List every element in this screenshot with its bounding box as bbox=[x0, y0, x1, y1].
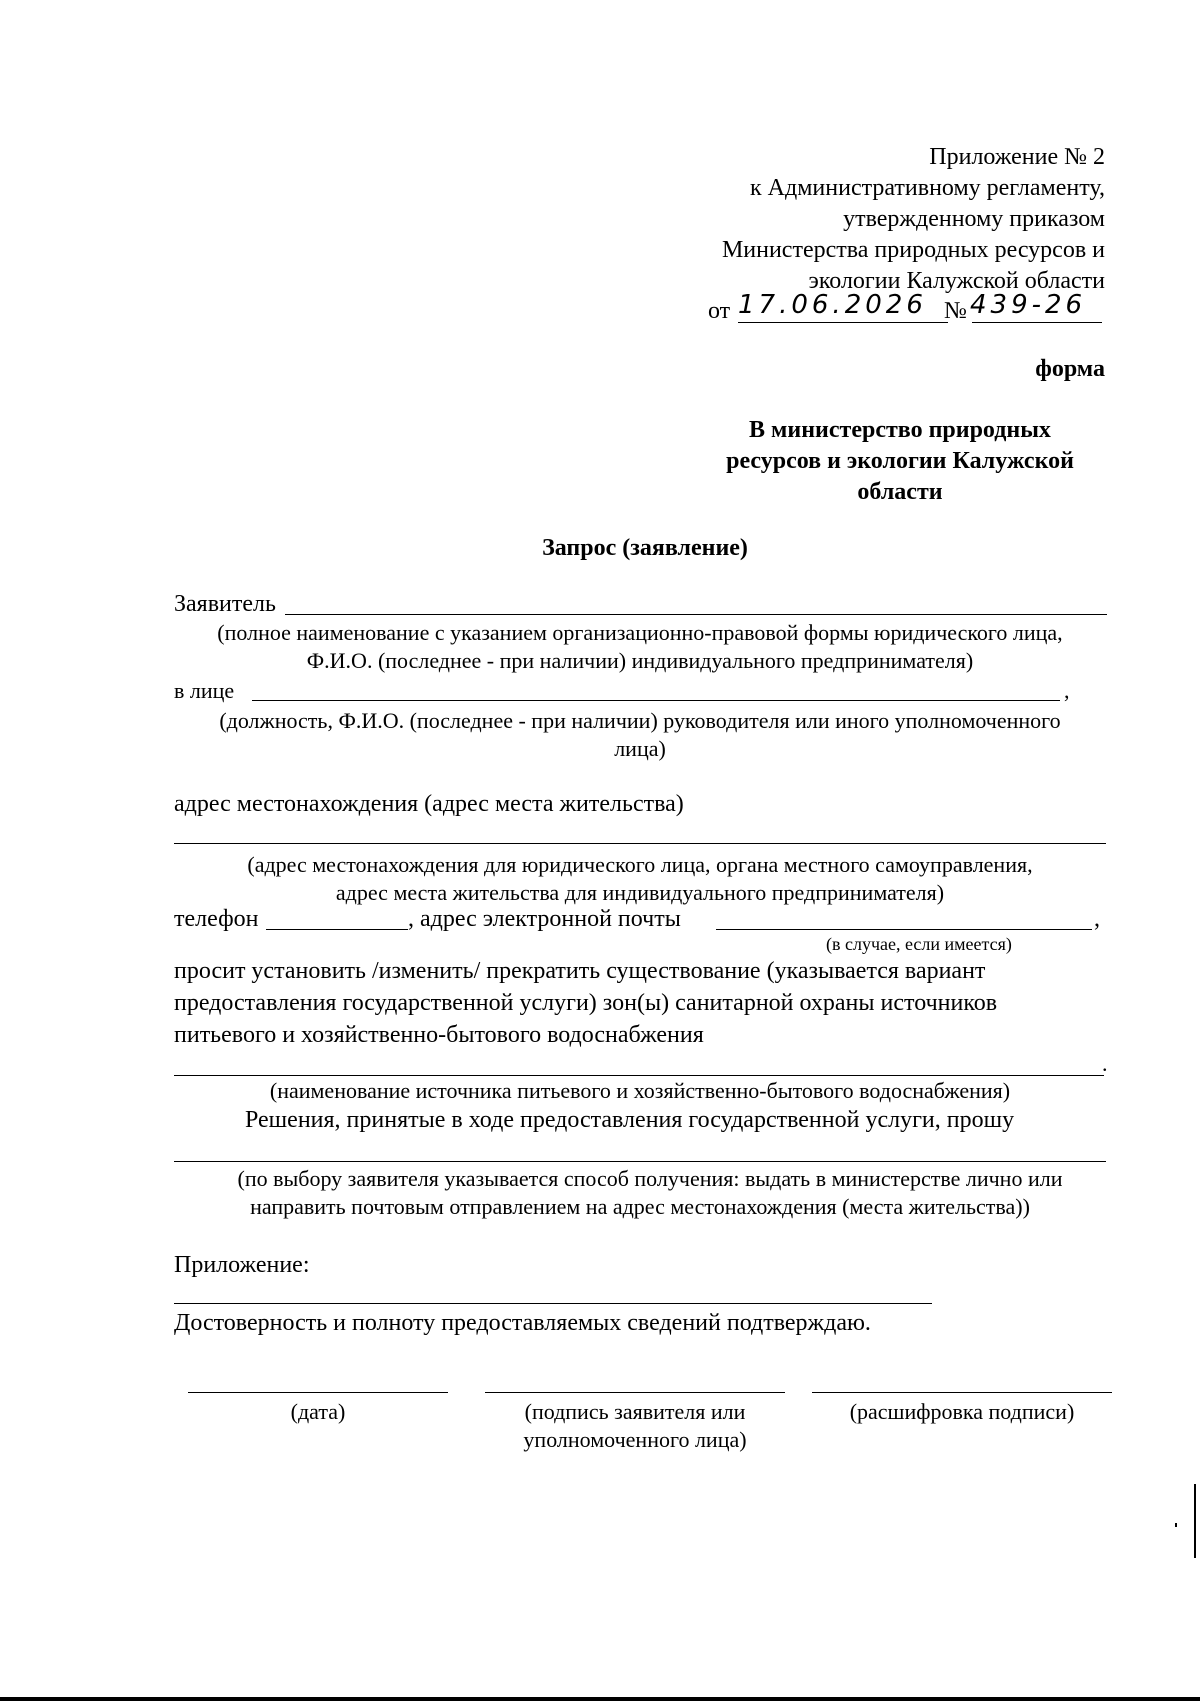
signature-caption-1: (подпись заявителя или bbox=[524, 1399, 746, 1424]
delivery-method-hint-1: (по выбору заявителя указывается способ получения: выдать в министерстве лично или bbox=[237, 1166, 1063, 1191]
appendix-line-3: утвержденному приказом bbox=[843, 206, 1105, 232]
signature-field[interactable] bbox=[485, 1392, 785, 1393]
appendix-line-5: экологии Калужской области bbox=[808, 268, 1105, 294]
attachment-label: Приложение: bbox=[174, 1252, 310, 1278]
email-label: , адрес электронной почты bbox=[408, 906, 681, 932]
address-label: адрес местонахождения (адрес места жительства) bbox=[174, 791, 684, 817]
email-hint: (в случае, если имеется) bbox=[826, 934, 1012, 954]
applicant-field[interactable] bbox=[285, 614, 1107, 615]
email-comma: , bbox=[1094, 906, 1100, 932]
addressee-line-3: области bbox=[857, 479, 943, 505]
delivery-method-hint-2: направить почтовым отправлением на адрес местонахождения (места жительства)) bbox=[250, 1194, 1030, 1219]
order-from-prefix: от bbox=[708, 298, 731, 324]
applicant-hint-1: (полное наименование с указанием организационно-правовой формы юридического лица, bbox=[217, 620, 1063, 645]
scan-edge-mark bbox=[1194, 1484, 1196, 1558]
address-hint-2: адрес места жительства для индивидуального предпринимателя) bbox=[335, 880, 945, 905]
addressee-line-2: ресурсов и экологии Калужской bbox=[726, 448, 1074, 474]
appendix-line-4: Министерства природных ресурсов и bbox=[721, 237, 1105, 263]
request-line-3: питьевого и хозяйственно-бытового водоснабжения bbox=[174, 1022, 704, 1048]
representative-label: в лице bbox=[174, 678, 235, 703]
confirmation-text: Достоверность и полноту предоставляемых сведений подтверждаю. bbox=[174, 1310, 871, 1336]
signature-caption-2: уполномоченного лица) bbox=[523, 1427, 747, 1452]
representative-hint-2: лица) bbox=[614, 736, 666, 761]
attachment-field[interactable] bbox=[174, 1303, 932, 1304]
date-field[interactable] bbox=[188, 1392, 448, 1393]
representative-comma: , bbox=[1064, 678, 1070, 703]
representative-field[interactable] bbox=[252, 700, 1060, 701]
water-source-hint: (наименование источника питьевого и хозяйственно-бытового водоснабжения) bbox=[269, 1078, 1011, 1103]
order-date-handwritten: 17.06.2026 bbox=[738, 290, 927, 320]
request-line-1: просит установить /изменить/ прекратить существование (указывается вариант bbox=[174, 958, 986, 984]
signature-decode-caption: (расшифровка подписи) bbox=[849, 1399, 1075, 1424]
delivery-method-field[interactable] bbox=[174, 1161, 1106, 1162]
scan-dot-mark bbox=[1175, 1523, 1177, 1527]
order-number-underline bbox=[972, 322, 1102, 323]
phone-label: телефон bbox=[174, 906, 259, 932]
request-line-2: предоставления государственной услуги) зон(ы) санитарной охраны источников bbox=[174, 990, 998, 1016]
water-source-period: . bbox=[1102, 1051, 1108, 1076]
water-source-field[interactable] bbox=[174, 1075, 1104, 1076]
document-title: Запрос (заявление) bbox=[542, 535, 748, 561]
address-hint-1: (адрес местонахождения для юридического лица, органа местного самоуправления, bbox=[247, 852, 1033, 877]
applicant-hint-2: Ф.И.О. (последнее - при наличии) индивидуального предпринимателя) bbox=[306, 648, 974, 673]
appendix-line-2: к Административному регламенту, bbox=[750, 175, 1105, 201]
addressee-line-1: В министерство природных bbox=[749, 417, 1051, 443]
signature-decode-field[interactable] bbox=[812, 1392, 1112, 1393]
decisions-text: Решения, принятые в ходе предоставления государственной услуги, прошу bbox=[245, 1107, 1015, 1133]
form-label: форма bbox=[1035, 356, 1105, 382]
applicant-label: Заявитель bbox=[174, 591, 276, 617]
scan-bottom-edge bbox=[0, 1697, 1200, 1701]
order-date-underline bbox=[738, 322, 948, 323]
address-field[interactable] bbox=[174, 843, 1106, 844]
phone-field[interactable] bbox=[266, 929, 408, 930]
representative-hint-1: (должность, Ф.И.О. (последнее - при наличии) руководителя или иного уполномоченного bbox=[219, 708, 1061, 733]
order-number-handwritten: 439-26 bbox=[970, 290, 1087, 320]
order-number-prefix: № bbox=[944, 298, 967, 324]
date-caption: (дата) bbox=[290, 1399, 346, 1424]
appendix-line-1: Приложение № 2 bbox=[929, 144, 1105, 170]
